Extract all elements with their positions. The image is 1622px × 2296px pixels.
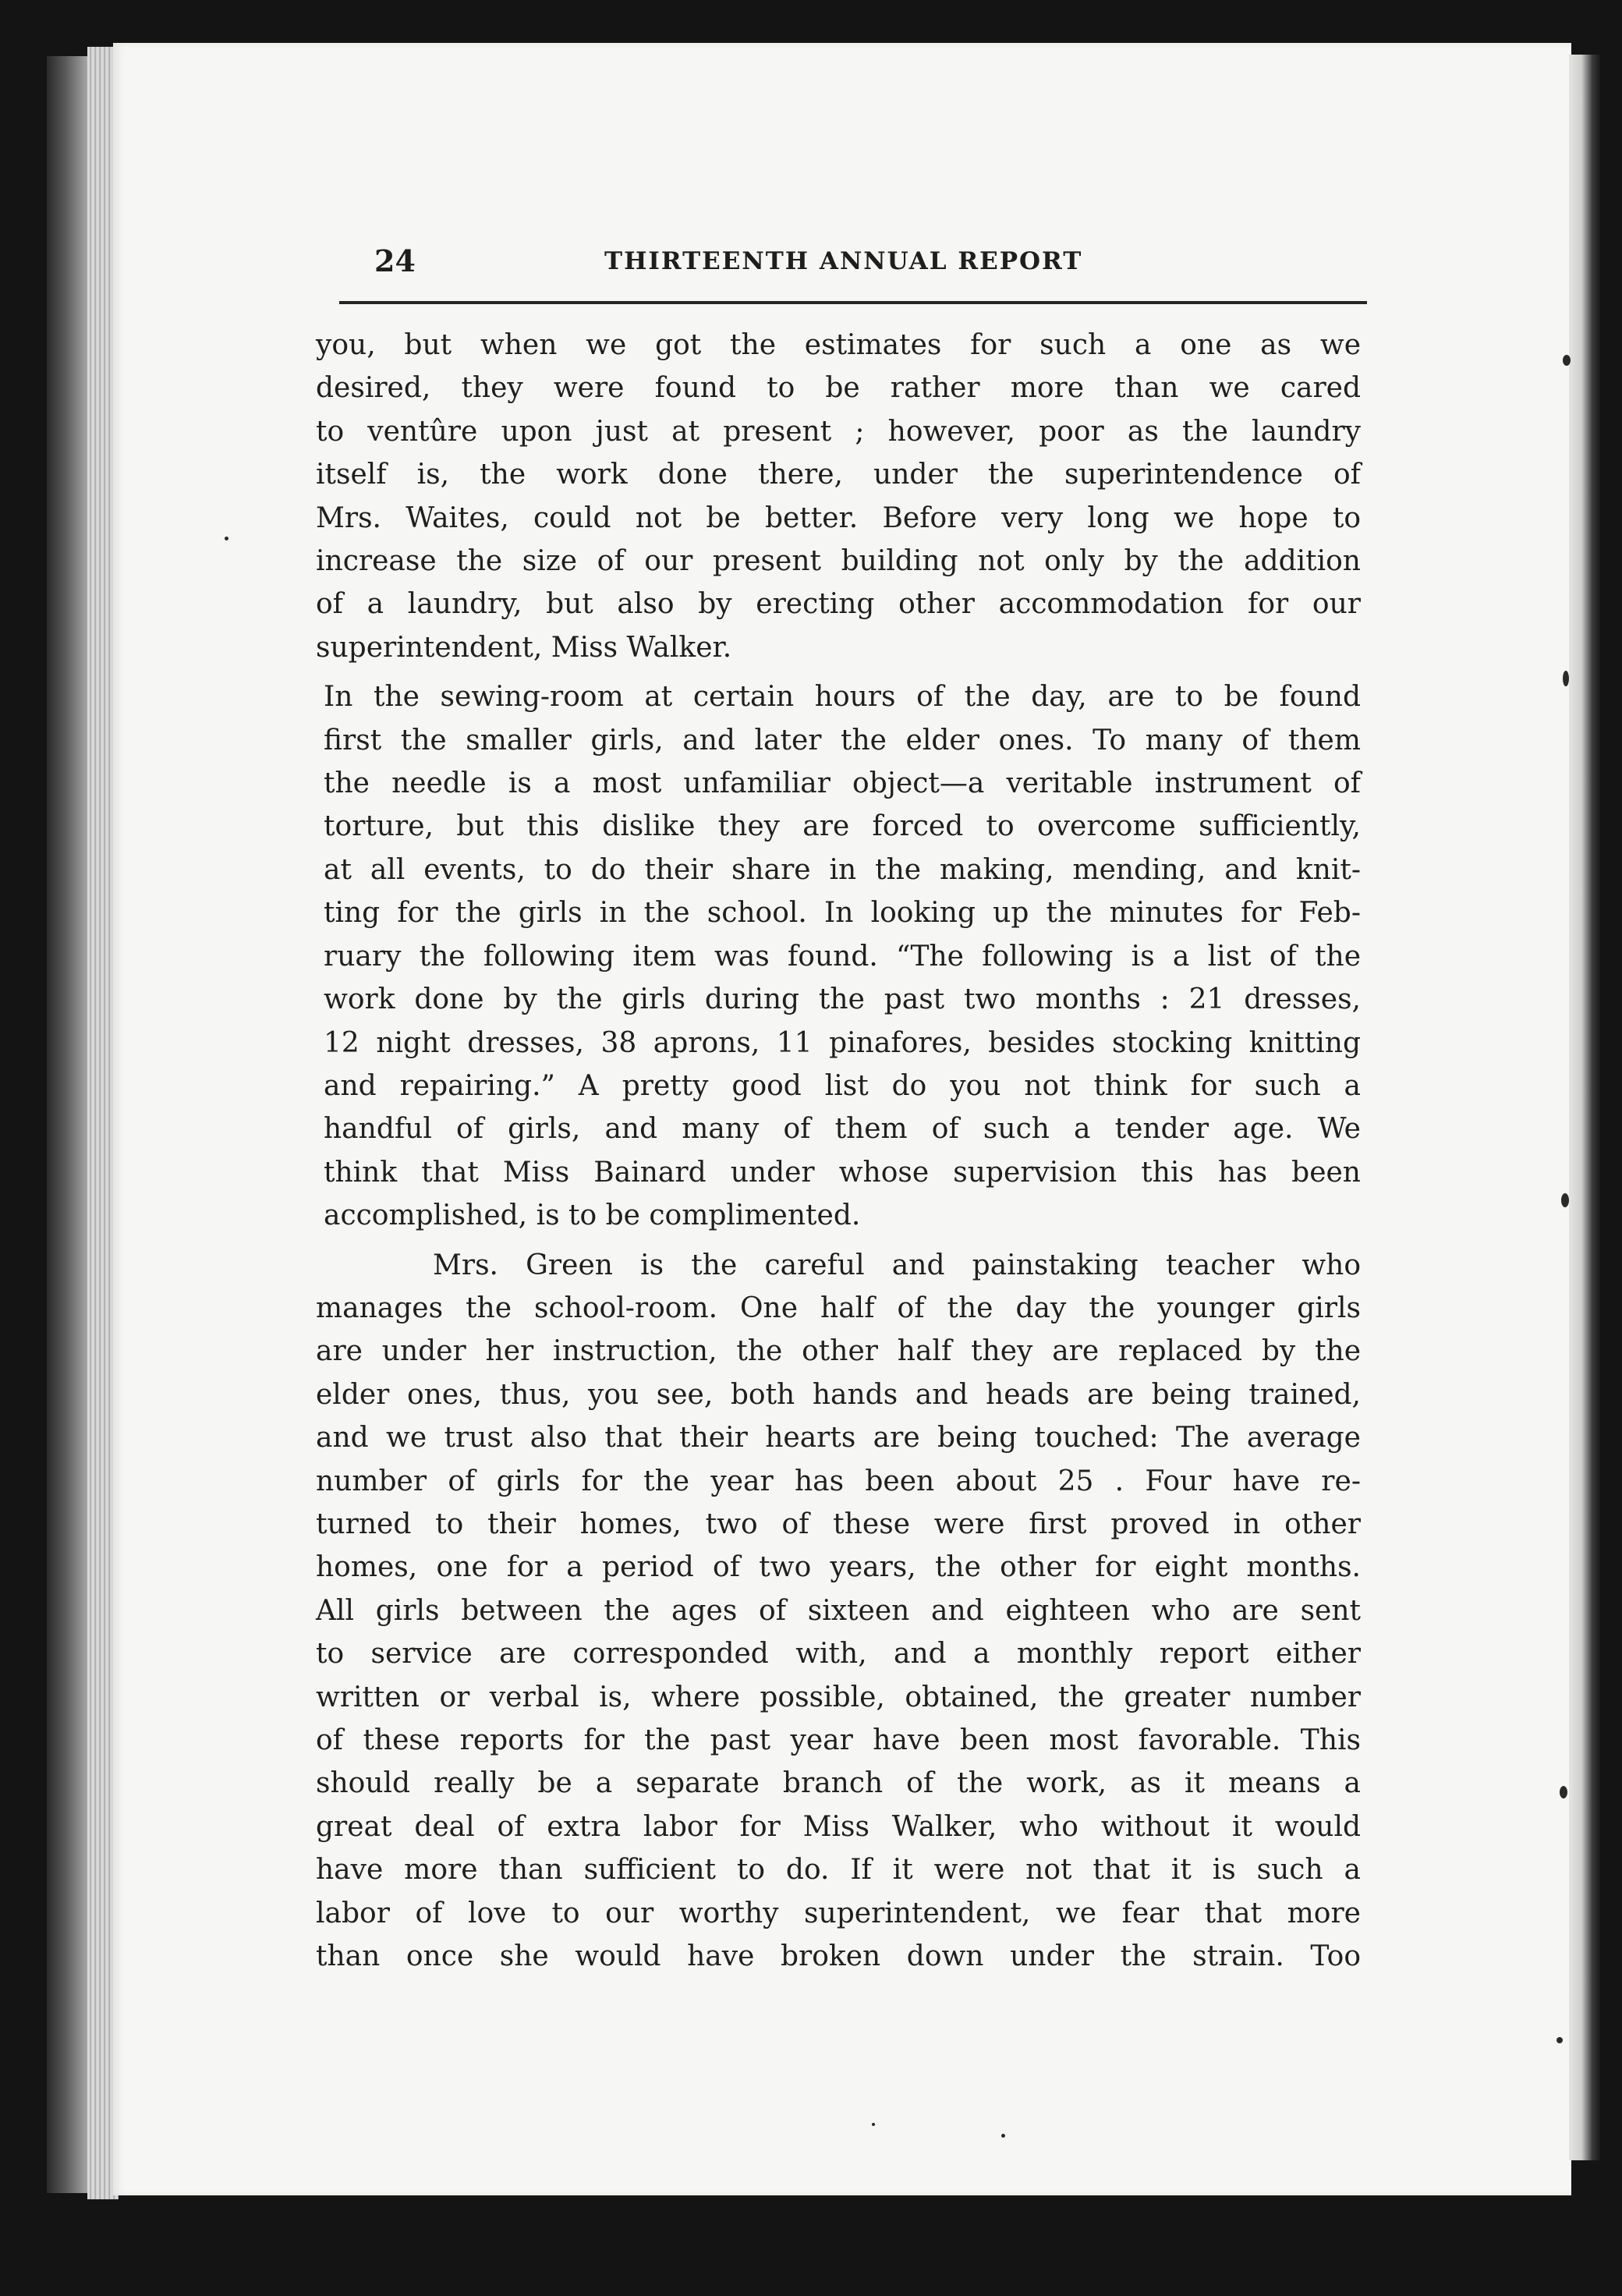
paragraph — [324, 675, 1361, 1237]
scan-speck — [1560, 1786, 1567, 1798]
text-line: All girls between the ages of sixteen and eighteen who are sent — [316, 1594, 1361, 1627]
scan-speck — [225, 537, 228, 540]
text-line: In the sewing-room at certain hours of the day, are to be found — [324, 681, 1361, 714]
page-number: 24 — [374, 243, 416, 278]
text-line: of these reports for the past year have been most favorable. This — [316, 1724, 1361, 1756]
text-line: work done by the girls during the past two months : 21 dresses, — [324, 983, 1361, 1016]
text-line: of a laundry, but also by erecting other accommodation for our — [316, 588, 1361, 621]
text-line: great deal of extra labor for Miss Walker, who without it would — [316, 1810, 1361, 1843]
text-line: increase the size of our present building not only by the addition — [316, 545, 1361, 578]
text-line: to service are corresponded with, and a monthly report either — [316, 1638, 1361, 1671]
scan-speck — [872, 2123, 875, 2126]
body-text — [316, 324, 1361, 1978]
scan-speck — [1563, 671, 1569, 686]
text-line: and repairing.” A pretty good list do you not think for such a — [324, 1069, 1361, 1102]
text-line: labor of love to our worthy superintendent, we fear that more — [316, 1897, 1361, 1929]
text-line: are under her instruction, the other half they are replaced by the — [316, 1335, 1361, 1368]
facing-page-edge — [1569, 55, 1600, 2160]
running-head: THIRTEENTH ANNUAL REPORT — [604, 247, 1083, 275]
text-line: you, but when we got the estimates for such a one as we — [316, 329, 1361, 361]
text-line: desired, they were found to be rather more than we cared — [316, 372, 1361, 405]
paragraph — [316, 1244, 1361, 1979]
scan-speck — [1556, 2037, 1563, 2043]
text-line: 12 night dresses, 38 aprons, 11 pinafores, besides stocking knitting — [324, 1026, 1361, 1059]
text-line: than once she would have broken down under the strain. Too — [316, 1940, 1361, 1973]
text-line: handful of girls, and many of them of such a tender age. We — [324, 1113, 1361, 1146]
book-spine — [47, 56, 94, 2193]
header-rule — [339, 301, 1367, 304]
scan-speck — [1561, 1193, 1569, 1207]
scan-speck — [1001, 2134, 1005, 2138]
text-line: at all events, to do their share in the making, mending, and knit- — [324, 853, 1361, 886]
text-line: torture, but this dislike they are forced to overcome sufficiently, — [324, 810, 1361, 843]
text-line: superintendent, Miss Walker. — [316, 631, 732, 664]
text-line: Mrs. Green is the careful and painstaking teacher who — [433, 1249, 1361, 1281]
text-line: turned to their homes, two of these were first proved in other — [316, 1508, 1361, 1540]
text-line: first the smaller girls, and later the elder ones. To many of them — [324, 724, 1361, 756]
text-line: accomplished, is to be complimented. — [324, 1199, 861, 1232]
text-line: ting for the girls in the school. In looking up the minutes for Feb- — [324, 897, 1361, 930]
text-line: manages the school-room. One half of the day the younger girls — [316, 1292, 1361, 1324]
text-line: elder ones, thus, you see, both hands and heads are being trained, — [316, 1378, 1361, 1411]
text-line: the needle is a most unfamiliar object—a veritable instrument of — [324, 767, 1361, 800]
text-line: Mrs. Waites, could not be better. Before very long we hope to — [316, 501, 1361, 534]
text-line: and we trust also that their hearts are being touched: The average — [316, 1422, 1361, 1454]
text-line: think that Miss Bainard under whose supervision this has been — [324, 1156, 1361, 1189]
text-line: itself is, the work done there, under the superintendence of — [316, 459, 1361, 491]
text-line: have more than sufficient to do. If it were not that it is such a — [316, 1854, 1361, 1887]
text-line: should really be a separate branch of the work, as it means a — [316, 1767, 1361, 1800]
scan-speck — [1563, 355, 1571, 366]
paragraph — [316, 324, 1361, 669]
text-line: number of girls for the year has been about 25 . Four have re- — [316, 1465, 1361, 1497]
text-line: ruary the following item was found. “The following is a list of the — [324, 940, 1361, 973]
text-line: to ventûre upon just at present ; however, poor as the laundry — [316, 415, 1361, 448]
page-header — [374, 242, 1365, 289]
text-line: written or verbal is, where possible, obtained, the greater number — [316, 1681, 1361, 1713]
text-line: homes, one for a period of two years, the other for eight months. — [316, 1551, 1361, 1584]
